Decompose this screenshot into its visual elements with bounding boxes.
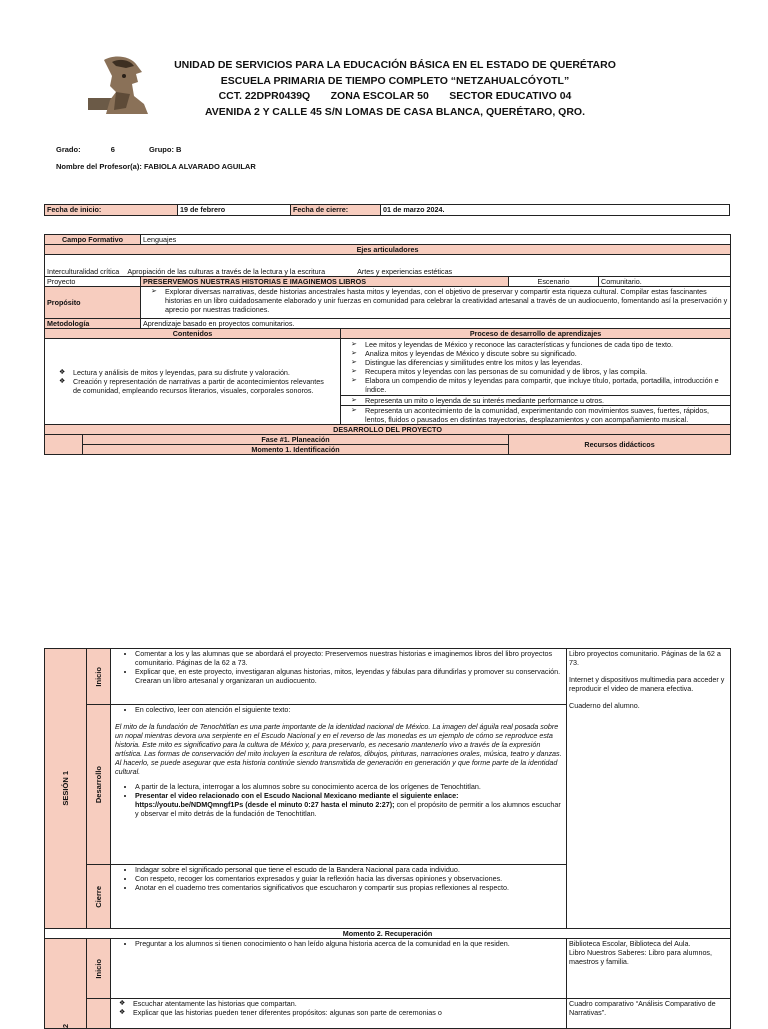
cierre-item: • Con respeto, recoger los comentarios expresados y guiar la reflexión hacia las diversas opiniones y observaciones. [135,874,564,883]
eje-3: Artes y experiencias estéticas [357,267,453,276]
blank-cell [45,435,83,455]
desarrollo2-content [111,999,567,1029]
cierre-item: • Anotar en el cuaderno tres comentarios significativos que escucharon y compartir sus propias reflexiones al respecto. [135,883,564,892]
proposito-text: ➢ Explorar diversas narrativas, desde historias ancestrales hasta mitos y leyendas, con el objetivo de preservar y compartir esta riqueza cultural. Compilar estas fascinantes historias en un libro cuidadosamente elaborado y unir fuerzas en comunidad para celebrar la creatividad artesanal a través de un audiocuento, fomentando así la preservación y aprecio por nuestras tradiciones. [165,287,728,314]
contenidos-label: Contenidos [45,329,341,339]
proceso-item: ➢ Recupera mitos y leyendas con las personas de su comunidad y de libros, y las compila. [365,367,728,376]
school-logo [86,52,156,118]
dates-table [44,204,730,216]
escenario-value: Comunitario. [599,277,731,287]
contenido-item: ❖ Creación y representación de narrativas a partir de acontecimientos relevantes de comunidad, empleando recursos literarios, visuales, corporales sonoros. [73,377,324,395]
cierre1-content [111,865,567,929]
fase-title: Fase #1. Planeación [83,435,509,445]
session-table [44,648,731,1029]
recursos1-cell [567,649,731,929]
momento2-title: Momento 2. Recuperación [45,929,731,939]
sesion1-label: SESIÓN 1 [61,771,70,806]
cierre-label: Cierre [94,885,103,908]
grado-value: 6 [110,145,115,154]
proyecto-label: Proyecto [45,277,141,287]
proceso-item: ➢ Analiza mitos y leyendas de México y discute sobre su significado. [365,349,728,358]
inicio-item: • Explicar que, en este proyecto, investigaran algunas historias, mitos, leyendas y fábulas para difundirlas y promover su conservación. Crearan un libro artesanal y organizaran un audiocuento. [135,667,564,685]
grado-label: Grado: [56,145,81,154]
desarrollo2-cell [87,999,111,1029]
proceso-item: ➢ Representa un acontecimiento de la comunidad, experimentando con movimientos suaves, fuertes, rápidos, lentos, fluidos o pausados en distintas trayectorias, desplazamientos y con acompañamiento musical. [365,406,728,424]
desarrollo-item [135,791,564,818]
inicio1-cell [87,649,111,705]
header-line-1: UNIDAD DE SERVICIOS PARA LA EDUCACIÓN BÁSICA EN EL ESTADO DE QUERÉTARO [174,59,616,71]
campo-value: Lenguajes [141,235,731,245]
eje-2: Apropiación de las culturas a través de la lectura y la escritura [127,267,326,276]
proposito-cell [141,287,731,319]
planning-table [44,234,731,455]
recursos2-cell [567,939,731,999]
recurso-item: Cuaderno del alumno. [569,701,640,710]
fecha-cierre-value: 01 de marzo 2024. [381,205,730,216]
desarrollo2-item: ❖ Explicar que las historias pueden tener diferentes propósitos: algunas son parte de ceremonias o [133,1008,564,1017]
inicio2-label: Inicio [94,958,103,979]
desarrollo-b-rest: con el propósito de permitir a los alumnos escuchar y observar el mito detrás de la fundación de Tenochtitlan. [135,800,561,818]
proceso-item: ➢ Elabora un compendio de mitos y leyendas para compartir, que incluye título, portada, portadilla, introducción e índice. [365,376,728,394]
sesion1-cell [45,649,87,929]
desarrollo-label: Desarrollo [94,765,103,804]
grupo-value: B [176,145,182,154]
proceso-label: Proceso de desarrollo de aprendizajes [341,329,731,339]
recursos2c-cell [567,999,731,1029]
proceso-item: ➢ Representa un mito o leyenda de su interés mediante performance u otros. [365,396,728,405]
desarrollo1-cell [87,705,111,865]
proyecto-value: PRESERVEMOS NUESTRAS HISTORIAS E IMAGINEMOS LIBROS [141,277,509,287]
recurso-item: Internet y dispositivos multimedia para acceder y reproducir el video de manera efectiva. [569,675,725,693]
inicio-label: Inicio [94,666,103,687]
metodologia-label: Metodología [45,319,141,329]
profesor-value: FABIOLA ALVARADO AGUILAR [143,162,256,171]
recurso2-item: Libro Nuestros Saberes: Libro para alumnos, maestros y familia. [569,948,713,966]
proposito-label: Propósito [45,287,141,319]
desarrollo-title: DESARROLLO DEL PROYECTO [45,425,731,435]
sesion2-cell [45,939,87,1029]
ejes-label: Ejes articuladores [45,245,731,255]
recurso-item: Libro proyectos comunitario. Páginas de la 62 a 73. [569,649,721,667]
inicio2-item: • Preguntar a los alumnos si tienen conocimiento o han leído alguna historia acerca de la comunidad en la que residen. [135,939,564,948]
video-link[interactable]: Presentar el video relacionado con el Escudo Nacional Mexicano mediante el siguiente enlace: https://youtu.be/NDMQmngf1Ps (desde el minuto 0:27 hasta el minuto 2:27); [135,791,459,809]
metodologia-value: Aprendizaje basado en proyectos comunitarios. [141,319,731,329]
campo-label: Campo Formativo [45,235,141,245]
fecha-cierre-label: Fecha de cierre: [291,205,381,216]
profesor-row [56,162,256,171]
header-line-4: AVENIDA 2 Y CALLE 45 S/N LOMAS DE CASA BLANCA, QUERÉTARO, QRO. [205,105,585,118]
inicio2-content [111,939,567,999]
contenido-item: ❖ Lectura y análisis de mitos y leyendas, para su disfrute y valoración. [73,368,324,377]
grado-row [56,145,181,154]
proceso-cell [341,339,731,425]
contenidos-cell [45,339,341,425]
proceso-item: ➢ Distingue las diferencias y similitudes entre los mitos y las leyendas. [365,358,728,367]
ejes-row [45,255,731,277]
recurso2-item: Cuadro comparativo “Análisis Comparativo de Narrativas”. [569,999,716,1017]
eje-1: Interculturalidad crítica [47,267,120,276]
proceso-item: ➢ Lee mitos y leyendas de México y reconoce las características y funciones de cada tipo de texto. [365,340,728,349]
inicio-item: • Comentar a los y las alumnas que se abordará el proyecto: Preservemos nuestras historias e imaginemos libros del libro proyectos comunitario. Páginas de la 62 a 73. [135,649,564,667]
recurso2-item: Biblioteca Escolar, Biblioteca del Aula. [569,939,691,948]
profesor-label: Nombre del Profesor(a): [56,162,142,171]
desarrollo-item: • A partir de la lectura, interrogar a los alumnos sobre su conocimiento acerca de los orígenes de Tenochtitlan. [135,782,564,791]
desarrollo-intro: • En colectivo, leer con atención el siguiente texto: [135,705,564,714]
recursos-header: Recursos didácticos [509,435,731,455]
cierre-item: • Indagar sobre el significado personal que tiene el escudo de la Bandera Nacional para cada individuo. [135,865,564,874]
texto-mito: El mito de la fundación de Tenochtitlan es una parte importante de la identidad nacional de México. La imagen del águila real posada sobre un nopal mientras devora una serpiente en el Escudo Nacional y en el reverso de las monedas es un ejemplo de cómo se reproduce esta historia. Este mito es significativo para la cultura de México y, para preservarlo, es necesario mantenerlo vivo a través de la expresión artística. Las formas de conservación del mito incluyen la escritura de relatos, dibujos, pinturas, narraciones orales, música, teatro y danzas. Al hacerlo, se puede asegurar que esta historia continúe siendo transmitida de generación en generación y que forme parte de la identidad cultural. [115,722,562,776]
header-line-2: ESCUELA PRIMARIA DE TIEMPO COMPLETO “NETZAHUALCÓYOTL” [220,74,570,87]
inicio2-cell [87,939,111,999]
momento1-title: Momento 1. Identificación [83,445,509,455]
escenario-label: Escenario [509,277,599,287]
desarrollo1-content [111,705,567,865]
fecha-inicio-label: Fecha de inicio: [45,205,178,216]
fecha-inicio-value: 19 de febrero [178,205,291,216]
grupo-label: Grupo: [148,145,174,154]
desarrollo2-item: ❖ Escuchar atentamente las historias que compartan. [133,999,564,1008]
sesion2-label: 2 [61,1023,70,1028]
school-header [170,58,620,120]
cierre1-cell [87,865,111,929]
inicio1-content [111,649,567,705]
header-line-3: CCT. 22DPR0439Q ZONA ESCOLAR 50 SECTOR EDUCATIVO 04 [218,90,572,102]
